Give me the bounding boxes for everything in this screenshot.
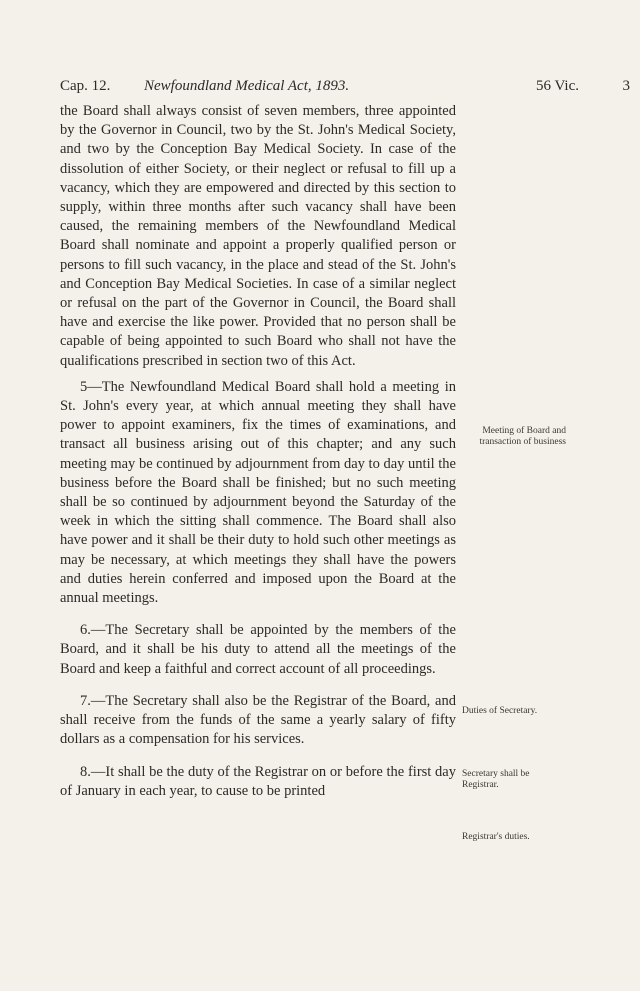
section-7: 7.—The Secretary shall also be the Registrar of the Board, and shall receive from the funds of the same a yearly salary of fifty dollars as a compensation for his services. [60, 692, 456, 748]
margin-note-section-8: Registrar's duties. [462, 832, 530, 842]
running-header [60, 78, 630, 98]
chapter-number: Cap. 12. [60, 78, 111, 94]
act-title: Newfoundland Medical Act, 1893. [144, 78, 350, 94]
margin-note-section-7: Secretary shall be Registrar. [462, 769, 530, 790]
section-5: 5—The Newfoundland Medical Board shall hold a meeting in St. John's every year, at which annual meeting they shall have power to appoint examiners, fix the times of examinations, and transact all business arising out of this chapter; and any such meeting may be continued by adjournment from day to day until the business before the Board shall be finished; but no such meeting shall be so continued by adjournment beyond the Saturday of the week in which the sitting shall commence. The Board shall also have power and it shall be their duty to hold such other meetings as may be necessary, at which meetings they shall have the powers and duties herein conferred and imposed upon the Board at the annual meetings. [60, 378, 456, 607]
section-8: 8.—It shall be the duty of the Registrar on or before the first day of January in each year, to cause to be printed [60, 763, 456, 799]
margin-note-section-6: Duties of Secretary. [462, 706, 538, 716]
body-text [60, 102, 456, 801]
regnal-year: 56 Vic. [536, 78, 579, 94]
page-number: 3 [622, 78, 630, 94]
section-6: 6.—The Secretary shall be appointed by the members of the Board, and it shall be his duty to attend all the meetings of the Board and keep a faithful and correct account of all proceedings. [60, 622, 456, 677]
margin-note-section-5: Meeting of Board and transaction of business [479, 426, 566, 447]
paragraph-continuation: the Board shall always consist of seven members, three appointed by the Governor in Council, two by the St. John's Medical Society, and two by the Conception Bay Medical Society. In case of the dissolution of either Society, or their neglect or refusal to fill up a vacancy, which they are empowered and directed by this section to supply, within three months after such vacancy shall have been caused, the remaining members of the Newfoundland Medical Board shall nominate and appoint a properly qualified person or persons to fill such vacancy, in the place and stead of the St. John's and Conception Bay Medical Societies. In case of a similar neglect or refusal on the part of the Governor in Council, the Board shall have and exercise the like power. Provided that no person shall be capable of being appointed to such Board who shall not have the qualifications prescribed in section two of this Act. [60, 103, 456, 369]
